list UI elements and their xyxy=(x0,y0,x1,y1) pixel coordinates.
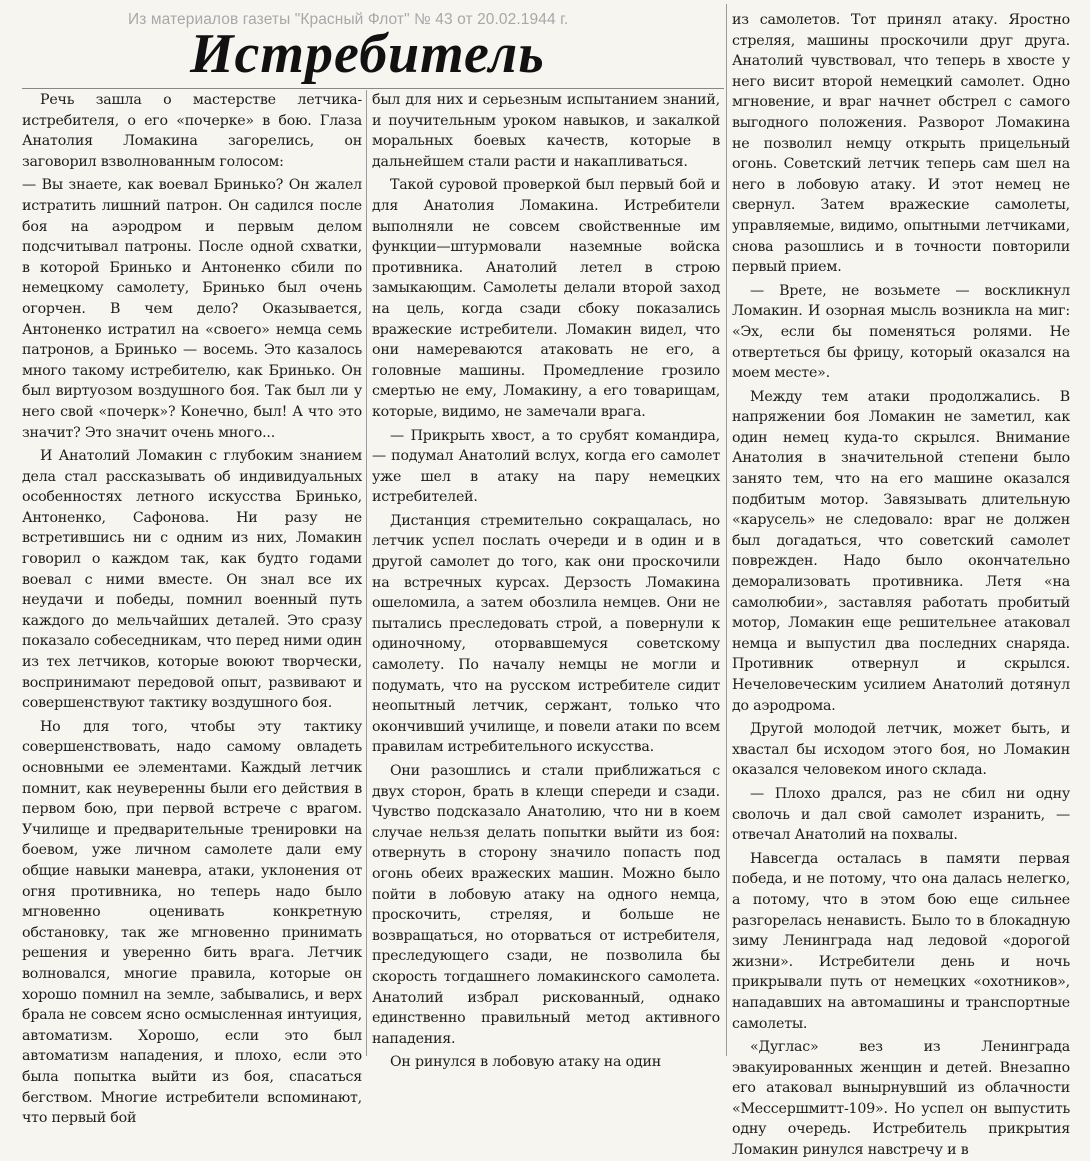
paragraph: — Прикрыть хвост, а то срубят командира, — подумал Анатолий вслух, когда его самолет уже шел в атаку на пару немецких истребителей. xyxy=(372,427,720,506)
column-divider xyxy=(366,90,367,1056)
paragraph: из самолетов. Тот принял атаку. Яростно стреляя, машины проскочили друг друга. Анатолий чувствовал, что теперь в хвосте у него висит второй немецкий самолет. Одно мгновение, и враг начнет обстрел с самого выгодного положения. Разворот Ломакина не позволил немцу открыть прицельный огонь. Советский летчик теперь сам шел на него в лобовую атаку. И этот немец не свернул. Затем вражеские самолеты, управляемые, видимо, опытными летчиками, снова разошлись и в точности повторили первый прием. xyxy=(732,12,1070,276)
paragraph: был для них и серьезным испытанием знаний, и поучительным уроком навыков, и закалкой моральных боевых качеств, которые в дальнейшем стали расти и накапливаться. xyxy=(372,92,720,170)
paragraph: — Вы знаете, как воевал Бринько? Он жалел истратить лишний патрон. Он садился после боя на аэродром и первым делом подсчитывал патроны. После одной схватки, в которой Бринько и Антоненко сбили по немецкому самолету, Бринько был очень огорчен. В чем дело? Оказывается, Антоненко истратил на «своего» немца семь патронов, а Бринько — восемь. Это казалось много такому истребителю, как Бринько. Он был виртуозом воздушного боя. Так был ли у него свой «почерк»? Конечно, был! А что это значит? Это значит очень много... xyxy=(22,177,362,441)
paragraph: Речь зашла о мастерстве летчика-истребителя, о его «почерке» в бою. Глаза Анатолия Ломакина загорелись, он заговорил взволнованным голосом: xyxy=(22,92,362,170)
article-headline: Истребитель xyxy=(190,23,545,85)
headline-rule xyxy=(22,88,724,89)
paragraph: Между тем атаки продолжались. В напряжении боя Ломакин не заметил, как один немец куда-то скрылся. Внимание Анатолия в значительной степени было занято тем, что на его машине оказался подбитым мотор. Завязывать длительную «карусель» не следовало: враг не должен был догадаться, что советский самолет поврежден. Надо было окончательно деморализовать противника. Летя «на самолюбии», заставляя работать пробитый мотор, Ломакин еще решительнее атаковал немца и выпустил два последних снаряда. Противник отвернул и скрылся. Нечеловеческим усилием Анатолий дотянул до аэродрома. xyxy=(732,388,1070,714)
paragraph: «Дуглас» вез из Ленинграда эвакуированных женщин и детей. Внезапно его атаковал вынырнувший из облачности «Мессершмитт-109». Но успел он выпустить одну очередь. Истребитель прикрытия Ломакин ринулся навстречу и в xyxy=(732,1039,1070,1159)
text-column-3 xyxy=(732,10,1070,1159)
paragraph: Дистанция стремительно сокращалась, но летчик успел послать очереди и в один и в другой самолет до того, как они проскочили на встречных курсах. Дерзость Ломакина ошеломила, а затем обозлила немцев. Они не пытались преследовать строй, а повернули к одиночному, оторвавшемуся советскому самолету. По началу немцы не могли и подумать, что на русском истребителе сидит неопытный летчик, сержант, только что окончивший училище, и повели атаки по всем правилам истребительного искусства. xyxy=(372,512,720,756)
paragraph: Навсегда осталась в памяти первая победа, и не потому, что она далась нелегко, а потому, что в этом бою еще сильнее разгорелась ненависть. Было то в блокадную зиму Ленинграда над ледовой «дорогой жизни». Истребители день и ночь прикрывали путь от немецких «охотников», нападавших на автомашины и транспортные самолеты. xyxy=(732,850,1070,1032)
paragraph: Другой молодой летчик, может быть, и хвастал бы исходом этого боя, но Ломакин оказался человеком иного склада. xyxy=(732,721,1070,779)
paragraph: Такой суровой проверкой был первый бой и для Анатолия Ломакина. Истребители выполняли не совсем свойственные им функции—штурмовали наземные войска противника. Анатолий летел в строю замыкающим. Самолеты делали второй заход на цель, когда сзади сбоку показались вражеские истребители. Ломакин видел, что они намереваются атаковать не его, а головные машины. Промедление грозило смертью не ему, Ломакину, а его товарищам, которые, видимо, не замечали врага. xyxy=(372,177,720,420)
paragraph: Но для того, чтобы эту тактику совершенствовать, надо самому овладеть основными ее элементами. Каждый летчик помнит, как неуверенны были его действия в первом бою, при первой встрече с врагом. Училище и предварительные тренировки на боевом, уже личном самолете дали ему общие навыки маневра, атаки, уклонения от огня противника, но теперь надо было мгновенно оценивать конкретную обстановку, так же мгновенно принимать решения и уверенно бить врага. Летчик волновался, многие правила, которые он хорошо помнил на земле, забывались, и верх брала не совсем ясно осмысленная интуиция, автоматизм. Хорошо, если это был автоматизм нападения, и плохо, если это была попытка выйти из боя, спасаться бегством. Многие истребители вспоминают, что первый бой xyxy=(22,718,362,1127)
paragraph: — Плохо дрался, раз не сбил ни одну сволочь и дал свой самолет изранить, — отвечал Анатолий на похвалы. xyxy=(732,785,1070,844)
column-divider xyxy=(726,4,727,1056)
paragraph: — Врете, не возьмете — воскликнул Ломакин. И озорная мысль возникла на миг: «Эх, если бы поменяться ролями. Не отвертеться бы фрицу, который оказался на моем месте». xyxy=(732,282,1070,382)
paragraph: И Анатолий Ломакин с глубоким знанием дела стал рассказывать об индивидуальных особенностях летного искусства Бринько, Антоненко, Сафонова. Ни разу не встретившись ни с одним из них, Ломакин говорил о каждом так, как будто годами воевал с ними вместе. Он знал все их неудачи и победы, помнил военный путь каждого до мельчайших деталей. Это сразу показало собеседникам, что перед ними один из тех летчиков, которые воюют творчески, воспринимают передовой опыт, развивают и совершенствуют тактику воздушного боя. xyxy=(22,448,362,712)
text-column-1 xyxy=(22,90,362,1127)
text-column-2 xyxy=(372,90,720,1071)
paragraph: Они разошлись и стали приближаться с двух сторон, брать в клещи спереди и сзади. Чувство подсказало Анатолию, что ни в коем случае нельзя делать попытки выйти из боя: отвернуть в сторону значило попасть под огонь обеих вражеских машин. Можно было пойти в лобовую атаку на одного немца, проскочить, стреляя, и больше не возвращаться, но оторваться от истребителя, преследующего сзади, не позволила бы скорость тогдашнего ломакинского самолета. Анатолий избрал рискованный, однако единственно правильный метод активного нападения. xyxy=(372,763,720,1047)
source-note: Из материалов газеты "Красный Флот" № 43 от 20.02.1944 г. xyxy=(128,11,569,28)
paragraph: Он ринулся в лобовую атаку на один xyxy=(390,1054,661,1071)
